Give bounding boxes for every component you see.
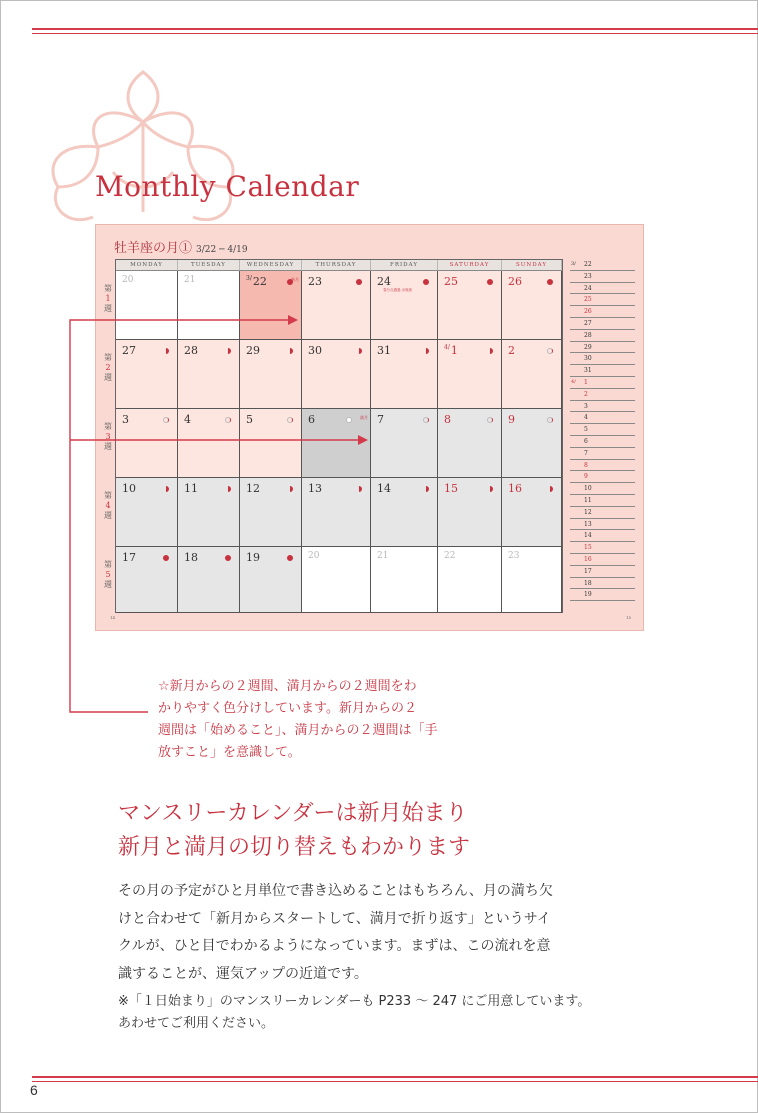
day-cell [302,340,371,409]
calendar-title-text: 牡羊座の月① [114,241,193,256]
side-date-row: 13 [570,519,635,531]
week-label-suffix: 週 [104,580,112,589]
day-header: FRIDAY [371,260,438,271]
moon-phase-icon [487,348,493,354]
side-date-row: 30 [570,353,635,365]
note-block [158,676,458,764]
week-label-number: 4 [105,501,111,510]
day-cell [371,547,438,613]
day-cell [240,340,302,409]
day-cell [502,547,562,613]
week-label-number: 2 [105,363,111,372]
reference-line: ※「１日始まり」のマンスリーカレンダーも P233 ～ 247 にご用意しています。 [118,994,591,1009]
day-number: 23 [508,551,520,561]
calendar-grid [115,259,563,613]
day-number: 20 [122,275,134,285]
week-label-number: 5 [105,570,111,579]
moon-phase-icon [356,486,362,492]
side-date-row: 5 [570,424,635,436]
day-number: 15 [444,482,458,495]
moon-phase-icon [487,279,493,285]
day-header: THURSDAY [302,260,371,271]
body-line: 識することが、運気アップの近道です。 [118,965,368,982]
day-cell [371,271,438,340]
day-number: 24 [377,275,391,288]
day-number: $^{4/}$1 [444,344,458,357]
moon-tag: 新月 [291,277,299,282]
day-cell [438,478,502,547]
subheading-1: マンスリーカレンダーは新月始まり [118,801,468,826]
day-cell [302,271,371,340]
day-number: 6 [308,413,315,426]
note-line: 放すこと」を意識して。 [158,745,301,760]
side-date-row: 27 [570,318,635,330]
day-header: TUESDAY [178,260,240,271]
moon-phase-icon [423,417,429,423]
day-cell [178,478,240,547]
moon-phase-icon [547,279,553,285]
day-number: 26 [508,275,522,288]
side-date-row: 14 [570,530,635,542]
side-date-row: 4 [570,412,635,424]
body-line: その月の予定がひと月単位で書き込めることはもちろん、月の満ち欠 [118,883,553,899]
day-cell [240,478,302,547]
day-cell [438,409,502,478]
day-cell [116,271,178,340]
side-date-row: 25 [570,294,635,306]
reference-note [118,991,638,1035]
side-date-row: 26 [570,306,635,318]
body-line: クルが、ひと目でわかるようになっています。まずは、この流れを意 [118,938,551,954]
floral-ornament-icon [28,62,258,242]
side-month-marker: 3/ [571,261,576,267]
note-line: 週間は「始めること」、満月からの２週間は「手 [158,723,438,738]
day-cell [502,340,562,409]
calendar-range: 3/22 ─ 4/19 [196,245,248,255]
side-date-row: 11 [570,495,635,507]
side-date-row: 4/ 1 [570,377,635,389]
day-cell [240,409,302,478]
day-number: 21 [184,275,196,285]
day-cell [240,271,302,340]
moon-phase-icon [547,486,553,492]
moon-phase-icon [225,417,231,423]
side-date-row: 16 [570,554,635,566]
side-date-row: 12 [570,507,635,519]
week-label [102,560,114,590]
moon-phase-icon [423,279,429,285]
week-label-prefix: 第 [104,422,112,431]
calendar-footer-left: 14 [110,615,116,620]
side-date-row: 8 [570,460,635,472]
moon-phase-icon [356,279,362,285]
day-cell [302,478,371,547]
moon-phase-icon [163,486,169,492]
week-label-suffix: 週 [104,373,112,382]
side-date-row: 18 [570,578,635,590]
day-cell [502,478,562,547]
moon-tag: 満月 [360,415,368,420]
day-number: 5 [246,413,253,426]
day-cell [302,409,371,478]
week-label-suffix: 週 [104,442,112,451]
day-number: 7 [377,413,384,426]
moon-phase-icon [287,555,293,561]
moon-phase-icon [547,417,553,423]
day-header: SUNDAY [502,260,562,271]
day-cell [178,340,240,409]
side-date-list [570,259,635,601]
note-line: かりやすく色分けしています。新月からの２ [158,701,417,716]
moon-phase-icon [225,348,231,354]
side-date-row: 17 [570,566,635,578]
day-cell [371,409,438,478]
day-number: 27 [122,344,136,357]
day-cell [116,478,178,547]
reference-line: あわせてご利用ください。 [118,1016,275,1031]
day-cell [178,271,240,340]
day-number: 2 [508,344,515,357]
week-label-suffix: 週 [104,511,112,520]
week-label-suffix: 週 [104,304,112,313]
moon-phase-icon [287,486,293,492]
week-label [102,284,114,314]
side-date-row: 29 [570,342,635,354]
day-cell [438,340,502,409]
side-date-row: 3/ 22 [570,259,635,271]
side-date-row: 7 [570,448,635,460]
day-number: 13 [308,482,322,495]
day-number: 28 [184,344,198,357]
moon-phase-icon [356,348,362,354]
month-marker: 3/ [246,275,252,282]
calendar-sample [95,224,644,631]
week-label-prefix: 第 [104,284,112,293]
moon-phase-icon [423,486,429,492]
day-number: 22 [444,551,456,561]
side-date-row: 9 [570,471,635,483]
day-number: 4 [184,413,191,426]
day-number: 8 [444,413,451,426]
moon-phase-icon [547,348,553,354]
day-header: WEDNESDAY [240,260,302,271]
month-marker: 4/ [444,344,450,351]
body-line: けと合わせて「新月からスタートして、満月で折り返す」というサイ [118,910,551,927]
moon-phase-icon [423,348,429,354]
side-date-row: 31 [570,365,635,377]
day-cell [502,409,562,478]
moon-phase-icon [225,555,231,561]
week-label-prefix: 第 [104,560,112,569]
week-label-prefix: 第 [104,353,112,362]
week-label-prefix: 第 [104,491,112,500]
day-number: $^{3/}$22 [246,275,267,288]
day-cell [302,547,371,613]
side-date-row: 3 [570,401,635,413]
cell-note: 春分点通過 水瓶座 [383,288,413,292]
day-number: 9 [508,413,515,426]
day-number: 29 [246,344,260,357]
day-cell [438,547,502,613]
day-cell [371,340,438,409]
note-line: ☆新月からの２週間、満月からの２週間をわ [158,679,417,694]
side-date-row: 24 [570,283,635,295]
day-number: 20 [308,551,320,561]
day-cell [178,547,240,613]
side-month-marker: 4/ [571,378,576,385]
day-number: 19 [246,551,260,564]
moon-phase-icon [287,417,293,423]
day-number: 11 [184,482,198,495]
side-date-row: 10 [570,483,635,495]
calendar-title [114,237,248,256]
side-date-row: 15 [570,542,635,554]
day-cell [502,271,562,340]
subheading-2: 新月と満月の切り替えもわかります [118,835,471,860]
day-cell [240,547,302,613]
day-header: MONDAY [116,260,178,271]
moon-phase-icon [225,486,231,492]
day-cell [116,547,178,613]
bottom-rule [32,1076,758,1082]
day-number: 23 [308,275,322,288]
moon-phase-icon [287,348,293,354]
week-label-number: 3 [105,432,111,441]
top-rule [32,28,758,34]
body-paragraph [118,878,638,988]
day-number: 16 [508,482,522,495]
calendar-footer-right: 15 [626,615,632,620]
day-number: 17 [122,551,136,564]
moon-phase-icon [346,417,352,423]
day-cell [438,271,502,340]
day-cell [116,340,178,409]
side-date-row: 6 [570,436,635,448]
week-label [102,422,114,452]
day-number: 12 [246,482,260,495]
day-cell [178,409,240,478]
page-heading: Monthly Calendar [95,170,360,203]
moon-phase-icon [163,348,169,354]
day-number: 3 [122,413,129,426]
week-label-number: 1 [105,294,111,303]
day-cell [371,478,438,547]
side-date-row: 28 [570,330,635,342]
day-number: 14 [377,482,391,495]
day-number: 30 [308,344,322,357]
day-number: 18 [184,551,198,564]
side-date-row: 19 [570,589,635,601]
moon-phase-icon [487,486,493,492]
week-label [102,491,114,521]
moon-phase-icon [487,417,493,423]
day-number: 21 [377,551,389,561]
day-cell [116,409,178,478]
day-number: 25 [444,275,458,288]
day-header: SATURDAY [438,260,502,271]
moon-phase-icon [163,555,169,561]
moon-phase-icon [163,417,169,423]
side-date-row: 2 [570,389,635,401]
day-number: 31 [377,344,391,357]
day-number: 10 [122,482,136,495]
week-label [102,353,114,383]
side-date-row: 23 [570,271,635,283]
page-number: 6 [30,1082,38,1098]
